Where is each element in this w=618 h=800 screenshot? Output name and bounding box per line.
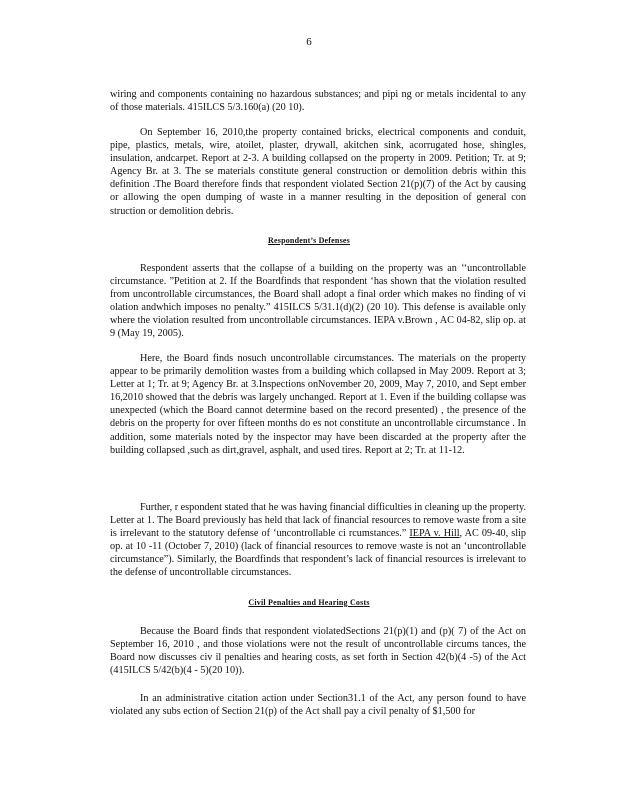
section-heading-penalties-text: Civil Penalties and Hearing Costs (248, 598, 370, 607)
section-heading-defenses (0, 236, 618, 245)
paragraph-financial-difficulties (110, 501, 526, 580)
paragraph-respondent-asserts: Respondent asserts that the collapse of a building on the property was an ‘‘uncontrollable circumstance. ”Petition at 2. If the Boardfinds that respondent ‘has shown that the violation resulted from uncontrollable circumstances, the Board shall adopt a final order which makes no finding of vi olation andwhich imposes no penalty.” 415ILCS 5/31.1(d)(2) (20 10). This defense is available only where the violation resulted from uncontrollable circumstances. IEPA v.Brown , AC 04-82, slip op. at 9 (May 19, 2005). (110, 263, 526, 340)
paragraph-financial-part1: Further, r espondent stated that he was having financial difficulties in cleaning up the property. Letter at 1. The Board previously has held that lack of financial resources to remove waste from a site is irrelevant to the statutory defense of ‘uncontrollable ci rcumstances.” (110, 502, 526, 540)
paragraph-debris-findings: On September 16, 2010,the property contained bricks, electrical components and conduit, pipe, plastics, metals, wire, atoilet, plaster, drywall, akitchen sink, acorrugated hose, shingles, insulation, andcarpet. Report at 2-3. A building collapsed on the property in 2009. Petition; Tr. at 9; Agency Br. at 3. The se materials constitute general construction or demolition debris within this definition .The Board therefore finds that respondent violated Section 21(p)(7) of the Act by causing or allowing the open dumping of waste in a manner resulting in the deposition of general con struction or demolition debris. (110, 127, 526, 217)
paragraph-continuation: wiring and components containing no hazardous substances; and pipi ng or metals incidental to any of those materials. 415ILCS 5/3.160(a) (20 10). (110, 89, 526, 114)
page-number: 6 (306, 36, 312, 48)
paragraph-administrative-citation: In an administrative citation action under Section31.1 of the Act, any person found to have violated any subs ection of Section 21(p) of the Act shall pay a civil penalty of $1,500 for (110, 693, 526, 718)
paragraph-civil-penalties: Because the Board finds that respondent violatedSections 21(p)(1) and (p)( 7) of the Act on September 16, 2010 , and those violations were not the result of uncontrollable circums tances, the Board now discusses civ il penalties and hearing costs, as set forth in Section 42(b)(4 -5) of the Act (415ILCS 5/42(b)(4 - 5)(20 10)). (110, 626, 526, 677)
section-heading-penalties (0, 598, 618, 607)
section-heading-defenses-text: Respondent’s Defenses (268, 236, 350, 245)
case-citation-iepa-v-hill: IEPA v. Hill (409, 528, 460, 540)
paragraph-no-uncontrollable: Here, the Board finds nosuch uncontrollable circumstances. The materials on the property appear to be primarily demolition wastes from a building which collapsed in May 2009. Report at 3; Letter at 1; Tr. at 9; Agency Br. at 3.Inspections onNovember 20, 2009, May 7, 2010, and Sept ember 16,2010 showed that the debris was largely unchanged. Report at 1. Even if the building collapse was unexpected (which the Board cannot determine based on the record presented) , the presence of the debris on the property for over fifteen months do es not constitute an uncontrollable circumstance . In addition, some materials noted by the inspector may have been discarded at the property after the building collapsed ,such as dirt,gravel, asphalt, and used tires. Report at 2; Tr. at 11-12. (110, 353, 526, 456)
paragraph-financial-part2: , AC 09-40, slip op. at 10 -11 (October 7, 2010) (lack of financial resources to remove waste is not an ‘uncontrollable circumstance”). Similarly, the Boardfinds that respondent’s lack of financial resources is irrelevant to the defense of uncontrollable circumstances. (110, 528, 526, 579)
